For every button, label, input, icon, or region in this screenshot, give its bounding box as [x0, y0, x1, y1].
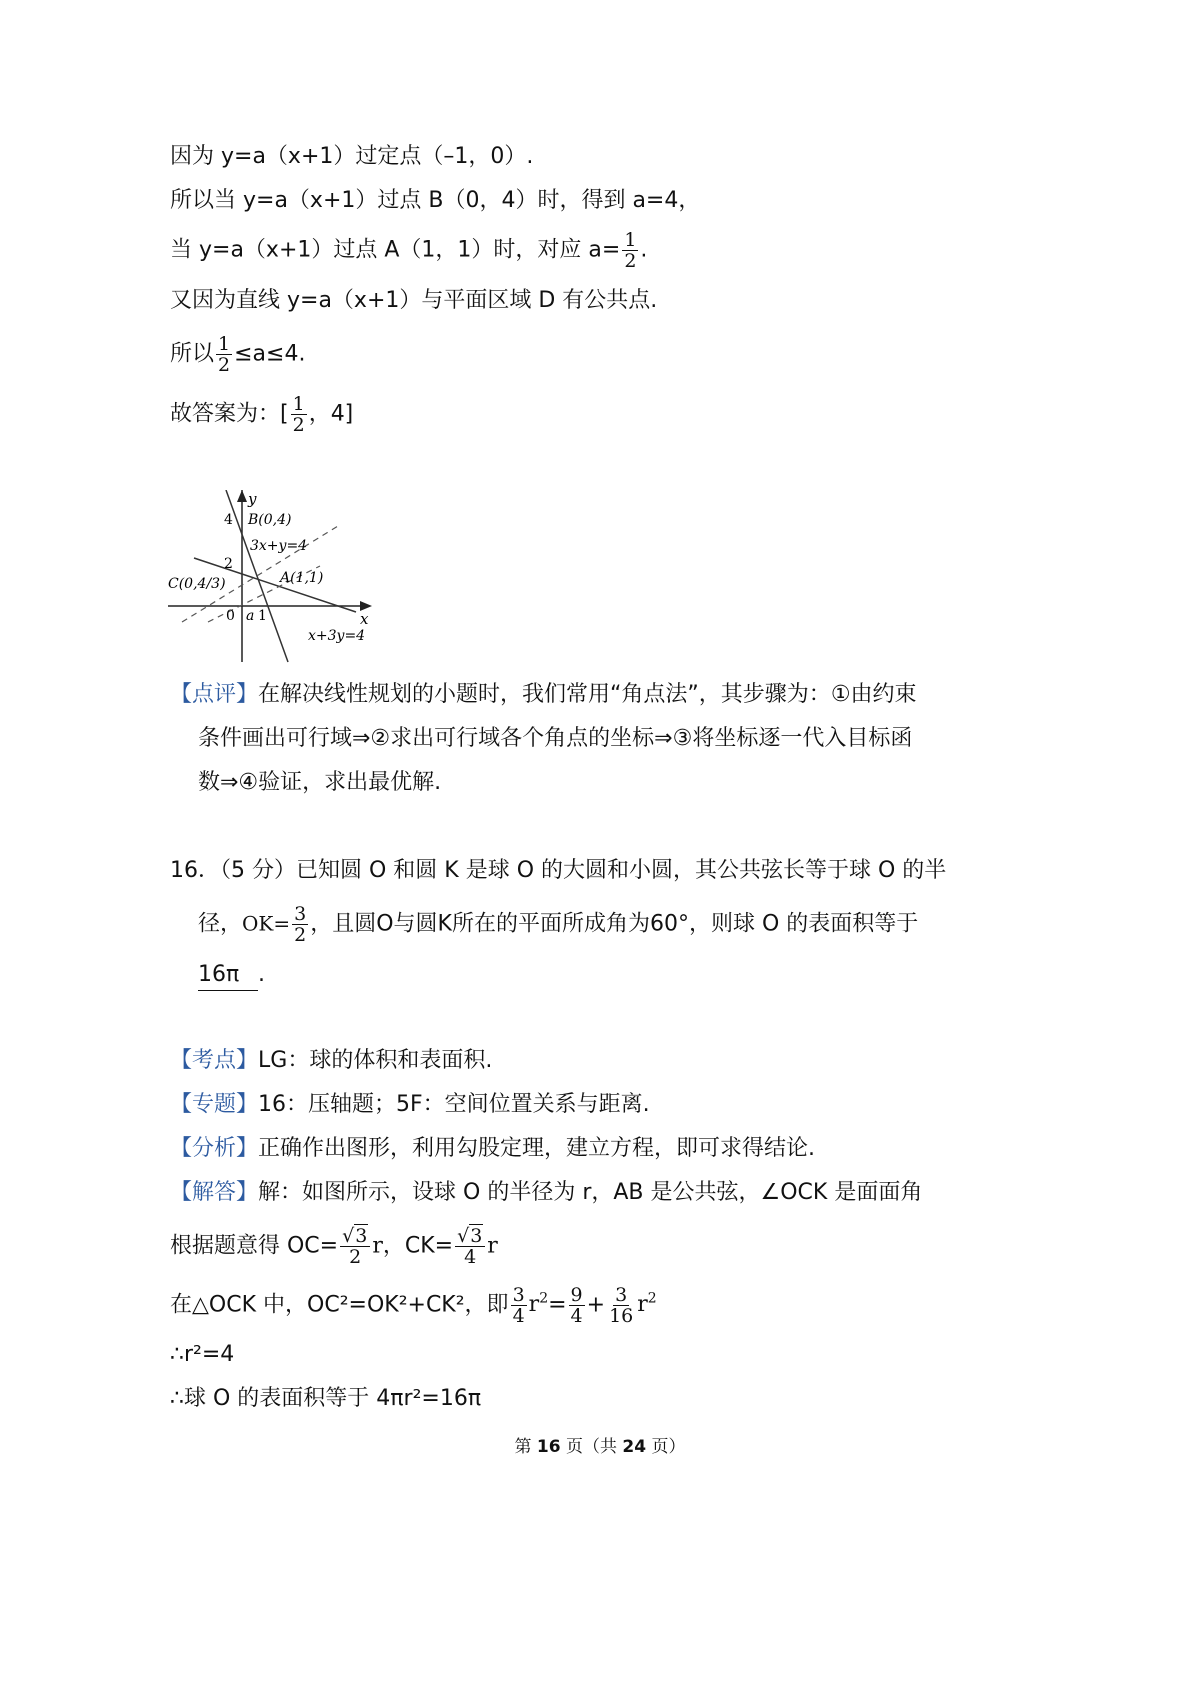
frac-den: 2 [294, 924, 307, 946]
question-16-line-2 [198, 904, 918, 945]
q16-mid: ，且圆O与圆K所在的平面所成角为60° [310, 911, 689, 937]
fraction-ck [455, 1226, 485, 1267]
frac-num: 1 [292, 393, 305, 415]
line-answer-post: ，4] [308, 401, 354, 427]
q16-pre: 径， [198, 911, 243, 937]
line-answer [170, 394, 353, 435]
jieda-pythag-text: 在△OCK 中，OC²=OK²+CK²，即 [170, 1292, 509, 1318]
jieda-ck-pre: ，CK= [382, 1233, 454, 1259]
r-squared [637, 1292, 656, 1317]
fenxi-tag: 【分析】 [170, 1136, 259, 1161]
question-16-answer [198, 960, 265, 991]
plus-sign: + [586, 1292, 606, 1318]
frac-num: 1 [624, 229, 637, 251]
page-footer [0, 1432, 1200, 1457]
comment-text-1: 在解决线性规划的小题时，我们常用“角点法”，其步骤为：①由约束 [258, 682, 917, 707]
jieda-text: 解：如图所示，设球 O 的半径为 r，AB 是公共弦，∠OCK 是面面角 [258, 1180, 923, 1205]
tick-2: 2 [224, 556, 233, 572]
tick-a: a [246, 608, 255, 624]
r-var: r [528, 1292, 540, 1318]
exponent: 2 [539, 1291, 549, 1307]
jieda-oc-pre: 根据题意得 OC= [170, 1233, 339, 1259]
comment-line-2: 条件画出可行域⇒②求出可行域各个角点的坐标⇒③将坐标逐一代入目标函 [198, 726, 913, 751]
frac-den: 4 [570, 1304, 583, 1327]
footer-page-number: 16 [536, 1437, 561, 1457]
comment-line-1 [170, 680, 917, 710]
fraction-half [622, 230, 638, 271]
line-range-pre: 所以 [170, 341, 215, 367]
comment-line-3: 数⇒④验证，求出最优解. [198, 770, 442, 795]
comment-tag: 【点评】 [170, 682, 259, 707]
fraction-oc [340, 1226, 370, 1267]
line-range [170, 334, 305, 375]
tick-4: 4 [224, 512, 233, 528]
line-through-a-end: . [640, 237, 648, 263]
question-16-line-1: 16．（5 分）已知圆 O 和圆 K 是球 O 的大圆和小圆，其公共弦长等于球 O 的半 [170, 858, 947, 883]
answer-blank: 16π [198, 960, 258, 991]
jieda-line-2 [170, 1226, 498, 1267]
fenxi-text: 正确作出图形，利用勾股定理，建立方程，即可求得结论. [258, 1136, 816, 1161]
footer-total-pages: 24 [622, 1437, 647, 1457]
footer-mid: 页（共 [560, 1437, 623, 1457]
fraction-half [291, 394, 307, 435]
jieda-line-4: ∴r²=4 [170, 1342, 235, 1367]
ok-label: OK= [242, 911, 291, 936]
tick-0: 0 [226, 608, 235, 624]
kaodian-text: LG：球的体积和表面积. [258, 1048, 493, 1073]
line-fixed-point: 因为 y=a（x+1）过定点（–1，0）. [170, 144, 534, 169]
frac-num: √3 [455, 1226, 485, 1247]
label-b: B(0,4) [248, 512, 292, 528]
jieda-line [170, 1178, 922, 1208]
line-through-a [170, 230, 647, 271]
zhuanti-line [170, 1090, 650, 1120]
coordinate-graph [160, 490, 400, 670]
line-common-point: 又因为直线 y=a（x+1）与平面区域 D 有公共点. [170, 288, 658, 313]
frac-den: 2 [349, 1246, 362, 1268]
line-through-b: 所以当 y=a（x+1）过点 B（0，4）时，得到 a=4， [170, 188, 701, 213]
q16-post: ，则球 O 的表面积等于 [688, 911, 919, 937]
label-a: A(1,1) [280, 570, 324, 586]
label-line-2: x+3y=4 [308, 628, 366, 644]
y-axis-label: y [248, 490, 257, 508]
answer-end: . [258, 962, 265, 987]
fraction-ok [292, 904, 308, 945]
line-through-a-text: 当 y=a（x+1）过点 A（1，1）时，对应 a= [170, 237, 621, 263]
kaodian-tag: 【考点】 [170, 1048, 259, 1073]
fraction-9-4 [569, 1285, 585, 1326]
equals-sign: = [548, 1292, 567, 1318]
fraction-3-4 [511, 1285, 527, 1326]
footer-pre: 第 [514, 1437, 537, 1457]
exponent: 2 [647, 1291, 657, 1307]
jieda-tag: 【解答】 [170, 1180, 259, 1205]
label-line-1: 3x+y=4 [250, 538, 308, 554]
zhuanti-tag: 【专题】 [170, 1092, 259, 1117]
r-var: r [487, 1233, 498, 1259]
footer-post: 页） [646, 1437, 686, 1457]
tick-1: 1 [258, 608, 267, 624]
fenxi-line [170, 1134, 815, 1164]
line-range-post: ≤a≤4. [234, 341, 306, 367]
frac-num: √3 [340, 1226, 370, 1247]
frac-num: 3 [512, 1283, 525, 1306]
zhuanti-text: 16：压轴题；5F：空间位置关系与距离. [258, 1092, 650, 1117]
x-axis-label: x [360, 610, 369, 628]
frac-num: 9 [570, 1283, 583, 1306]
line-answer-pre: 故答案为：[ [170, 401, 289, 427]
fraction-3-16 [607, 1285, 635, 1326]
r-var: r [637, 1292, 648, 1318]
fraction-half [216, 334, 232, 375]
frac-den: 2 [218, 354, 231, 376]
jieda-line-5: ∴球 O 的表面积等于 4πr²=16π [170, 1386, 482, 1411]
frac-den: 2 [624, 250, 637, 272]
frac-num: 1 [218, 333, 231, 355]
r-var: r [372, 1233, 383, 1259]
sqrt-radicand: 3 [470, 1225, 483, 1247]
y-axis-arrow [237, 490, 247, 502]
frac-num: 3 [615, 1283, 628, 1306]
frac-den: 2 [292, 414, 305, 436]
frac-den: 16 [609, 1304, 634, 1327]
sqrt-radicand: 3 [355, 1225, 368, 1247]
r-squared [529, 1292, 548, 1317]
frac-num: 3 [294, 903, 307, 925]
kaodian-line [170, 1046, 492, 1076]
frac-den: 4 [512, 1304, 525, 1327]
label-c: C(0,4/3) [168, 576, 226, 592]
frac-den: 4 [464, 1246, 477, 1268]
jieda-line-3 [170, 1284, 657, 1326]
